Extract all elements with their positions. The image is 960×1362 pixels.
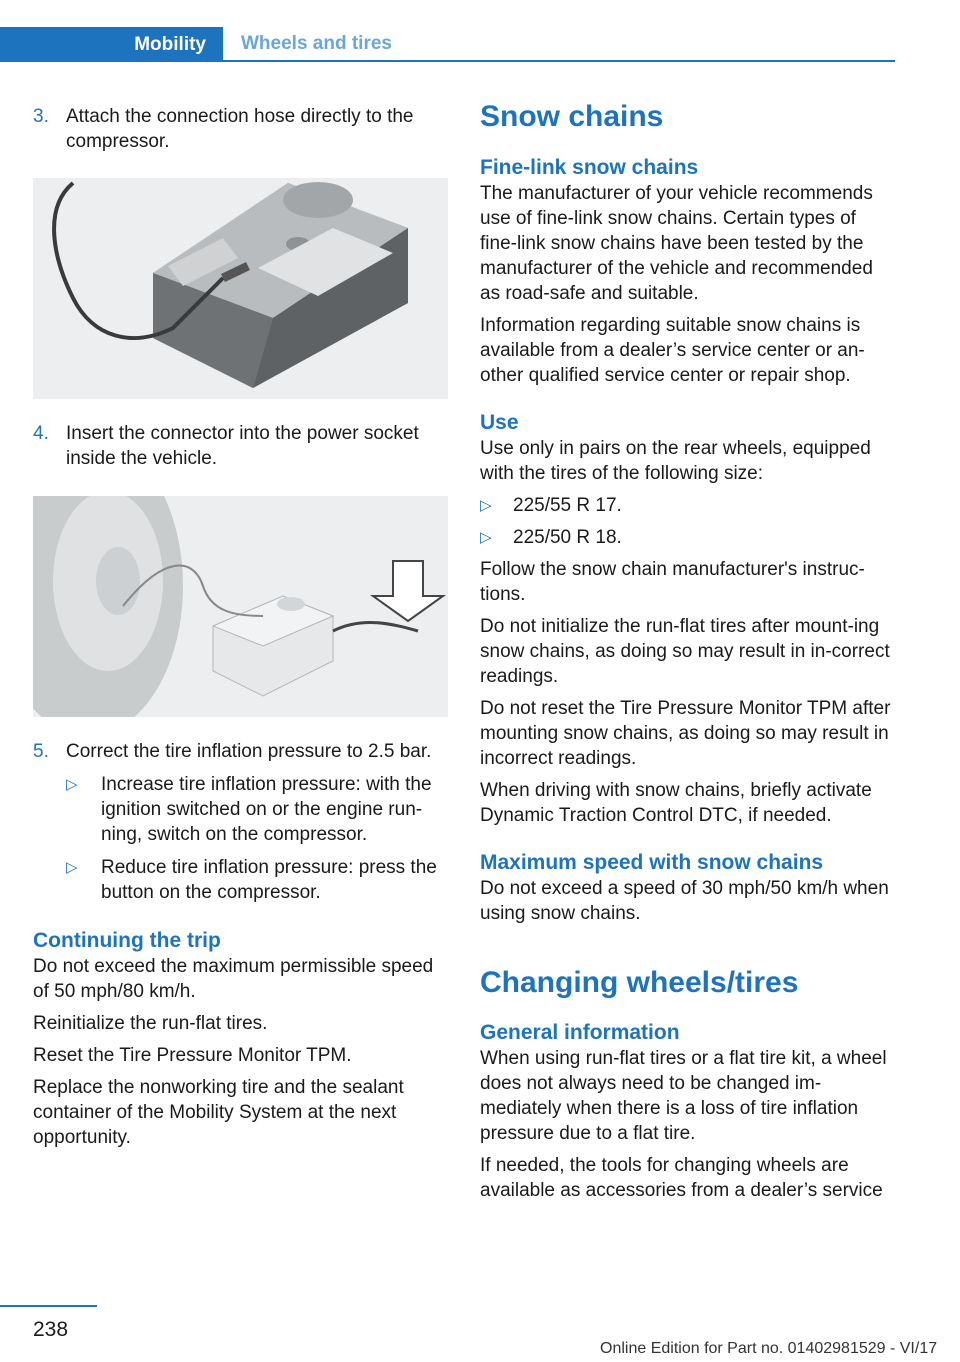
max-speed-para: Do not exceed a speed of 30 mph/50 km/h when using snow chains. <box>480 878 889 924</box>
general-info-para: If needed, the tools for changing wheels are available as accessories from a dealer’s service <box>480 1155 883 1201</box>
general-info-para: When using run-flat tires or a flat tire kit, a wheel does not always need to be changed im‐mediately when there is a loss of tire inflation pressure due to a flat tire. <box>480 1048 887 1144</box>
step-number: 4. <box>33 423 49 444</box>
fine-link-para: Information regarding suitable snow chains is available from a dealer’s service center or an‐other qualified service center or repair shop. <box>480 315 865 386</box>
changing-wheels-title: Changing wheels/tires <box>480 966 799 999</box>
substep-text: Reduce tire inflation pressure: press the button on the compressor. <box>101 857 437 903</box>
fine-link-para: The manufacturer of your vehicle recommends use of fine-link snow chains. Certain types of fine-link snow chains have been tested by the manufacturer of the vehicle and recommended as road-safe and suitable. <box>480 183 873 304</box>
triangle-bullet-icon: ▷ <box>66 776 78 793</box>
edition-note: Online Edition for Part no. 01402981529 - VI/17 <box>600 1340 938 1357</box>
step-text: Attach the connection hose directly to the compressor. <box>66 106 414 152</box>
step-5 <box>33 739 448 905</box>
substep-text: Increase tire inflation pressure: with the ignition switched on or the engine run‐ning, switch on the compressor. <box>101 774 432 845</box>
continuing-para: Reinitialize the run-flat tires. <box>33 1013 268 1034</box>
power-socket-figure <box>33 496 448 717</box>
continuing-para: Replace the nonworking tire and the sealant container of the Mobility System at the next opportunity. <box>33 1077 404 1148</box>
use-heading: Use <box>480 411 519 434</box>
tab-mobility[interactable]: Mobility <box>0 27 223 62</box>
footer-rule <box>0 1305 97 1307</box>
tire-size-text: 225/55 R 17. <box>513 495 622 516</box>
continuing-para: Do not exceed the maximum permissible speed of 50 mph/80 km/h. <box>33 956 434 1002</box>
use-intro: Use only in pairs on the rear wheels, equipped with the tires of the following size: <box>480 438 871 484</box>
tire-size-text: 225/50 R 18. <box>513 527 622 548</box>
tab-wheels-and-tires[interactable]: Wheels and tires <box>241 32 392 54</box>
left-column <box>33 104 448 1157</box>
step-3 <box>33 104 448 154</box>
step-number: 3. <box>33 106 49 127</box>
triangle-bullet-icon: ▷ <box>480 529 492 546</box>
triangle-bullet-icon: ▷ <box>66 859 78 876</box>
page-header <box>0 27 895 61</box>
step-4 <box>33 421 448 471</box>
triangle-bullet-icon: ▷ <box>480 497 492 514</box>
substep-increase <box>66 772 448 847</box>
step-text: Correct the tire inflation pressure to 2.5 bar. <box>66 741 432 762</box>
step-number: 5. <box>33 741 49 762</box>
snow-chains-title: Snow chains <box>480 100 664 133</box>
continuing-heading: Continuing the trip <box>33 929 221 952</box>
step-text: Insert the connector into the power socket inside the vehicle. <box>66 423 419 469</box>
use-para: When driving with snow chains, briefly activate Dynamic Traction Control DTC, if needed. <box>480 780 872 826</box>
fine-link-heading: Fine-link snow chains <box>480 156 699 179</box>
page-number: 238 <box>33 1318 69 1341</box>
right-column <box>480 100 895 1210</box>
tire-size-item <box>480 493 895 518</box>
use-para: Do not reset the Tire Pressure Monitor TPM after mounting snow chains, as doing so may result in incorrect readings. <box>480 698 891 769</box>
compressor-hose-figure <box>33 178 448 399</box>
continuing-para: Reset the Tire Pressure Monitor TPM. <box>33 1045 352 1066</box>
max-speed-heading: Maximum speed with snow chains <box>480 851 824 874</box>
substep-reduce <box>66 855 448 905</box>
tire-size-item <box>480 525 895 550</box>
use-para: Do not initialize the run-flat tires after mount‐ing snow chains, as doing so may result in in‐correct readings. <box>480 616 890 687</box>
use-para: Follow the snow chain manufacturer's instruc‐tions. <box>480 559 865 605</box>
general-info-heading: General information <box>480 1021 680 1044</box>
